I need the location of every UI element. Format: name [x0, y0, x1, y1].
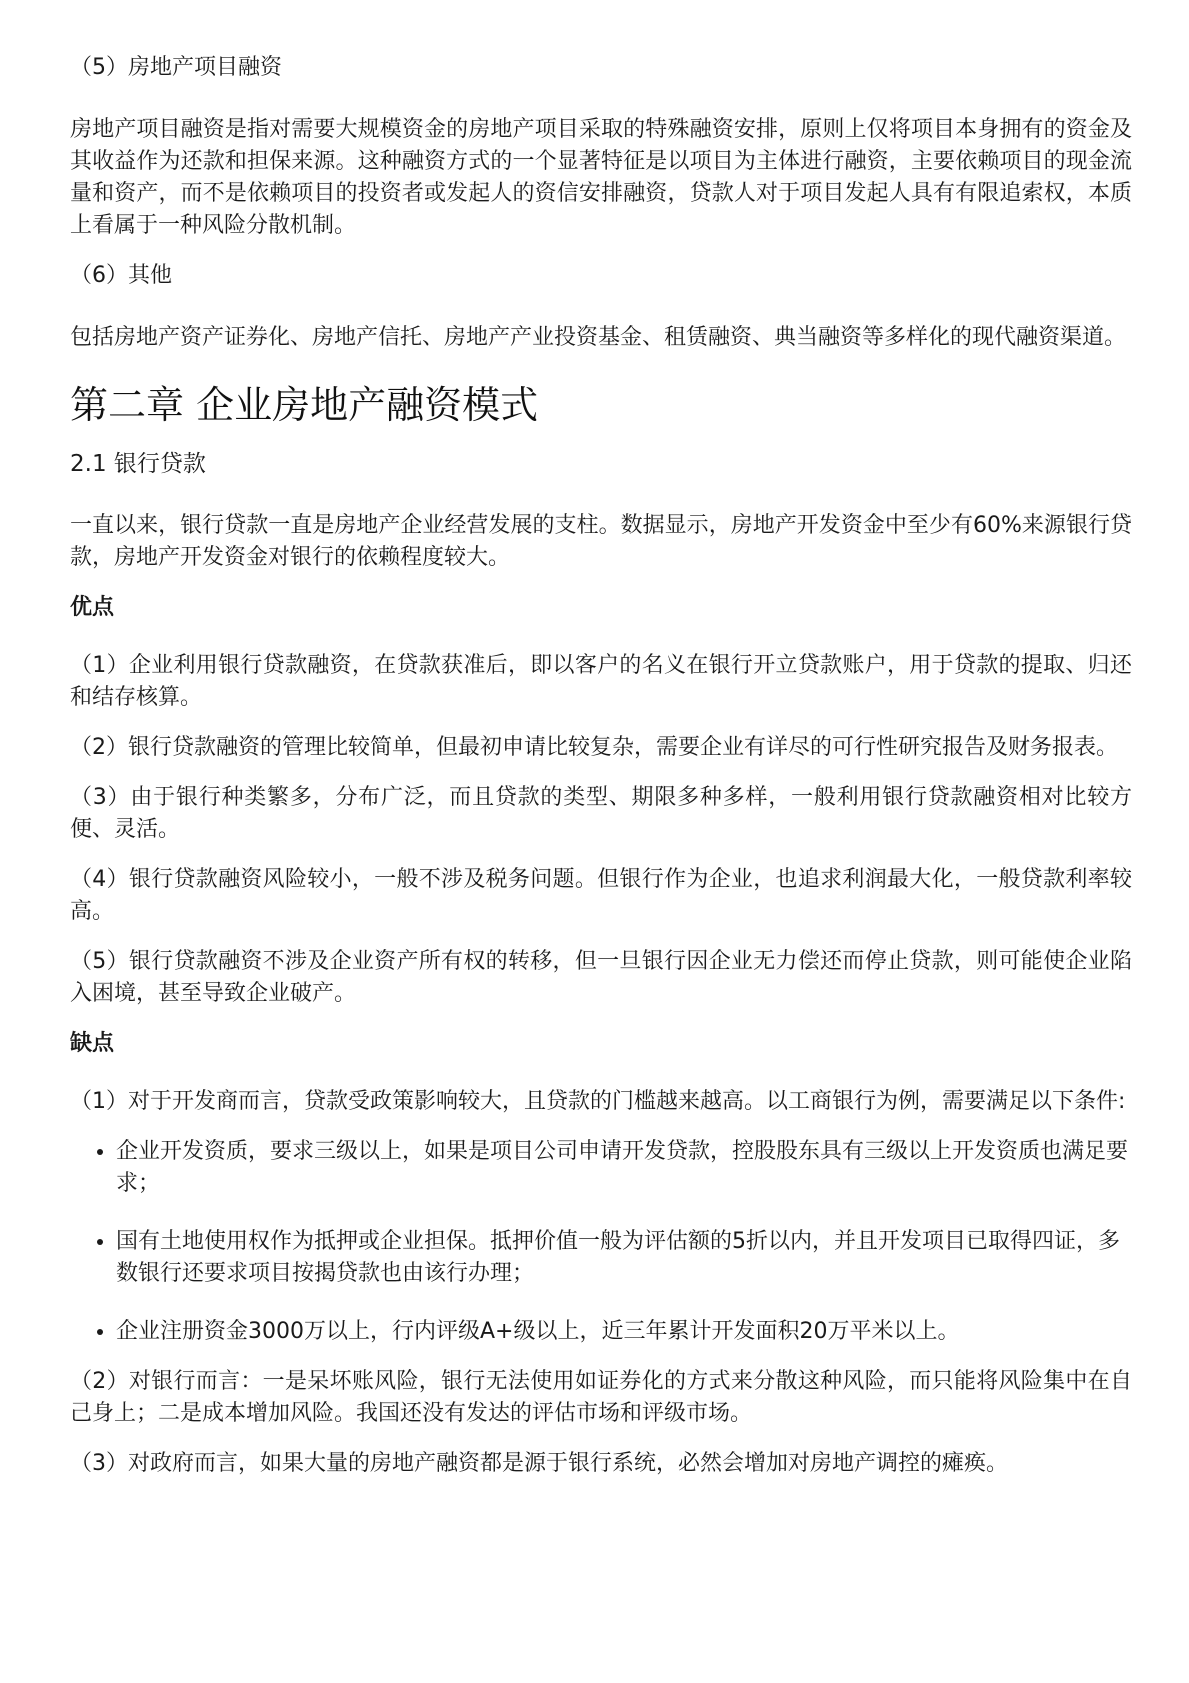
conditions-list [70, 1136, 1132, 1348]
document-page [70, 52, 1132, 1498]
item-6-paragraph: 包括房地产资产证券化、房地产信托、房地产产业投资基金、租赁融资、典当融资等多样化的现代融资渠道。 [70, 325, 1127, 350]
condition-item: • 企业开发资质，要求三级以上，如果是项目公司申请开发贷款，控股股东具有三级以上开发资质也满足要求； [116, 1136, 1132, 1200]
advantage-1: （1）企业利用银行贷款融资，在贷款获准后，即以客户的名义在银行开立贷款账户，用于贷款的提取、归还和结存核算。 [70, 653, 1132, 710]
disadvantage-2: （2）对银行而言：一是呆坏账风险，银行无法使用如证券化的方式来分散这种风险，而只能将风险集中在自己身上；二是成本增加风险。我国还没有发达的评估市场和评级市场。 [70, 1369, 1132, 1426]
advantage-4: （4）银行贷款融资风险较小，一般不涉及税务问题。但银行作为企业，也追求利润最大化，一般贷款利率较高。 [70, 867, 1132, 924]
item-5-heading: （5）房地产项目融资 [70, 55, 282, 80]
condition-item: • 国有土地使用权作为抵押或企业担保。抵押价值一般为评估额的5折以内，并且开发项目已取得四证，多数银行还要求项目按揭贷款也由该行办理； [116, 1226, 1132, 1290]
advantage-2: （2）银行贷款融资的管理比较简单，但最初申请比较复杂，需要企业有详尽的可行性研究报告及财务报表。 [70, 735, 1119, 760]
chapter-title: 第二章 企业房地产融资模式 [70, 383, 539, 427]
disadvantage-1: （1）对于开发商而言，贷款受政策影响较大，且贷款的门槛越来越高。以工商银行为例，需要满足以下条件: [70, 1089, 1126, 1114]
section-title: 2.1 银行贷款 [70, 451, 206, 477]
advantage-3: （3）由于银行种类繁多，分布广泛，而且贷款的类型、期限多种多样，一般利用银行贷款融资相对比较方便、灵活。 [70, 785, 1132, 842]
item-5-paragraph: 房地产项目融资是指对需要大规模资金的房地产项目采取的特殊融资安排，原则上仅将项目本身拥有的资金及其收益作为还款和担保来源。这种融资方式的一个显著特征是以项目为主体进行融资，主要依赖项目的现金流量和资产，而不是依赖项目的投资者或发起人的资信安排融资，贷款人对于项目发起人具有有限追索权，本质上看属于一种风险分散机制。 [70, 117, 1132, 238]
disadvantage-3: （3）对政府而言，如果大量的房地产融资都是源于银行系统，必然会增加对房地产调控的瘫痪。 [70, 1451, 1009, 1476]
section-intro: 一直以来，银行贷款一直是房地产企业经营发展的支柱。数据显示，房地产开发资金中至少有60%来源银行贷款，房地产开发资金对银行的依赖程度较大。 [70, 513, 1132, 570]
disadvantages-label: 缺点 [70, 1031, 115, 1056]
advantage-5: （5）银行贷款融资不涉及企业资产所有权的转移，但一旦银行因企业无力偿还而停止贷款，则可能使企业陷入困境，甚至导致企业破产。 [70, 949, 1132, 1006]
advantages-label: 优点 [70, 595, 115, 620]
condition-item: • 企业注册资金3000万以上，行内评级A+级以上，近三年累计开发面积20万平米以上。 [116, 1316, 1132, 1348]
item-6-heading: （6）其他 [70, 263, 172, 288]
